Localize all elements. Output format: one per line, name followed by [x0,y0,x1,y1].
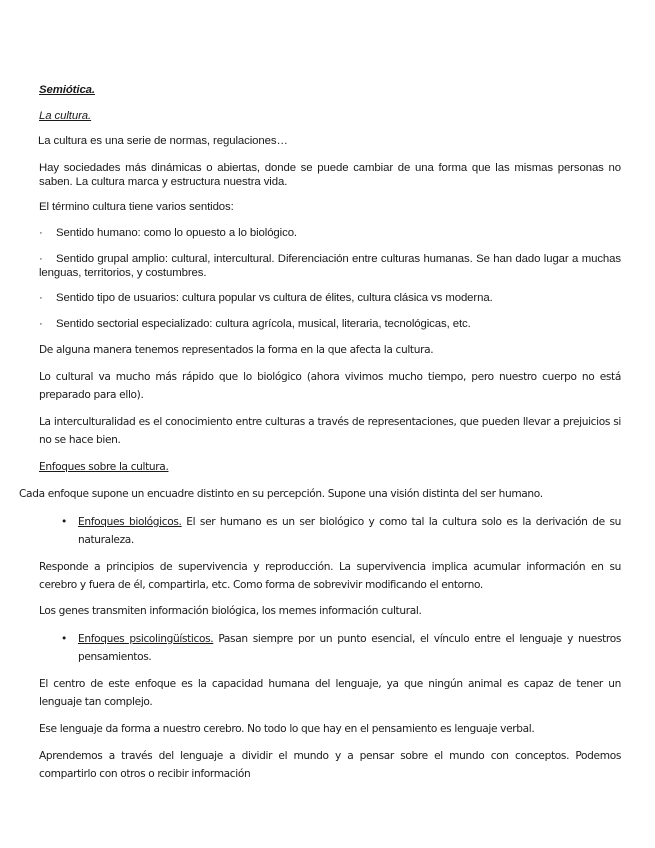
paragraph-interculturality: La interculturalidad es el conocimiento entre culturas a través de representaciones, que pueden llevar a prejuicios si no se hace bien. [39,416,621,446]
list-item-psycholinguistic [61,631,621,666]
sense-item [39,227,297,241]
sense-text: Sentido tipo de usuarios: cultura popular vs cultura de élites, cultura clásica vs moderna. [56,292,493,304]
paragraph-survival: Responde a principios de supervivencia y reproducción. La supervivencia implica acumular información en su cerebro y fuera de él, compartirla, etc. Como forma de sobrevivir modificando el entorno. [39,561,621,591]
sense-text: Sentido humano: como lo opuesto a lo biológico. [56,227,297,239]
bullet-mark: · [39,292,43,304]
paragraph-language-center: El centro de este enfoque es la capacidad humana del lenguaje, ya que ningún animal es capaz de tener un lenguaje tan complejo. [39,678,621,708]
intro-paragraph: La cultura es una serie de normas, regulaciones… [38,135,288,147]
bullet-mark: · [39,253,43,265]
paragraph-language-brain: Ese lenguaje da forma a nuestro cerebro. No todo lo que hay en el pensamiento es lenguaje verbal. [39,723,535,735]
sense-item [39,253,621,280]
paragraph-dynamic-societies: Hay sociedades más dinámicas o abiertas, donde se puede cambiar de una forma que las mismas personas no saben. La cultura marca y estructura nuestra vida. [39,162,621,188]
sense-item [39,318,471,332]
approach-text: Pasan siempre por un punto esencial, el vínculo entre el lenguaje y nuestros pensamientos. [78,633,621,663]
sense-text: Sentido sectorial especializado: cultura agrícola, musical, literaria, tecnológicas, etc. [56,318,471,330]
approach-text: El ser humano es un ser biológico y como tal la cultura solo es la derivación de su naturaleza. [78,516,621,546]
list-item-biological [61,514,621,549]
sense-item [39,292,493,306]
document-title: Semiótica. [39,84,95,96]
section-heading-enfoques: Enfoques sobre la cultura. [39,461,169,473]
approach-label: Enfoques biológicos. [78,516,182,528]
bullet-mark: · [39,227,43,239]
paragraph-senses-intro: El término cultura tiene varios sentidos: [39,201,234,213]
disc-bullet: • [61,633,67,645]
paragraph-learning-language: Aprendemos a través del lenguaje a dividir el mundo y a pensar sobre el mundo con conceptos. Podemos compartirlo con otros o recibir información [39,750,621,780]
paragraph-each-approach: Cada enfoque supone un encuadre distinto en su percepción. Supone una visión distinta del ser humano. [19,488,543,500]
sense-text: Sentido grupal amplio: cultural, intercultural. Diferenciación entre culturas humanas. Se han dado lugar a muchas lenguas, territorios, y costumbres. [39,253,621,279]
bullet-mark: · [39,318,43,330]
paragraph-cultural-faster: Lo cultural va mucho más rápido que lo biológico (ahora vivimos mucho tiempo, pero nuestro cuerpo no está preparado para ello). [39,371,621,401]
approach-label: Enfoques psicolingüísticos. [78,633,214,645]
section-heading-la-cultura: La cultura. [39,110,92,122]
paragraph-representation: De alguna manera tenemos representados la forma en la que afecta la cultura. [39,344,434,356]
disc-bullet: • [61,516,67,528]
paragraph-genes-memes: Los genes transmiten información biológica, los memes información cultural. [39,605,422,617]
